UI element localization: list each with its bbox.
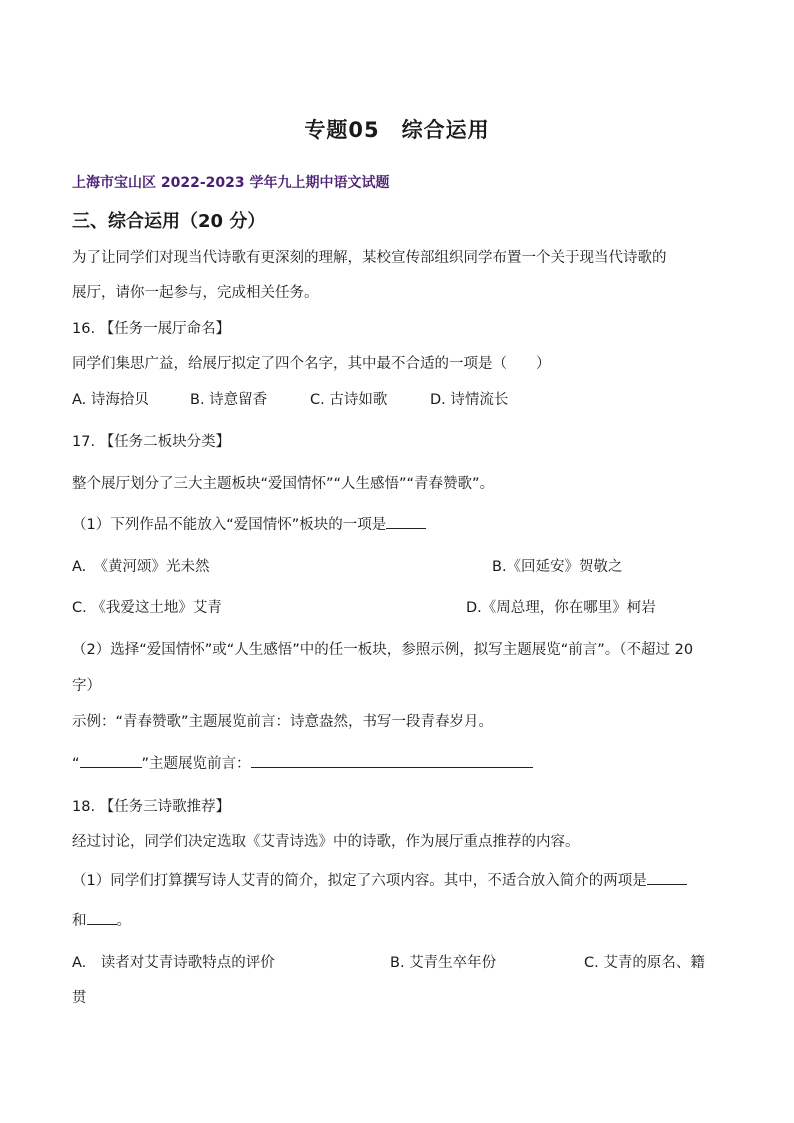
answer-blank[interactable] [386, 527, 426, 529]
q17-stem: 整个展厅划分了三大主题板块“爱国情怀”“人生感悟”“青春赞歌”。 [72, 476, 495, 492]
answer-open-quote: “ [72, 756, 80, 772]
q17-option-c: C. 《我爱这土地》艾青 [72, 600, 222, 616]
q16-heading: 16. 【任务一展厅命名】 [72, 321, 231, 337]
q17-option-a: A. 《黄河颂》光未然 [72, 559, 210, 575]
q17-example: 示例：“青春赞歌”主题展览前言：诗意盎然，书写一段青春岁月。 [72, 714, 494, 730]
q16-option-b: B. 诗意留香 [190, 392, 268, 408]
q16-option-c: C. 古诗如歌 [310, 392, 388, 408]
q18-option-c-cont: 贯 [72, 990, 87, 1006]
intro-line-2: 展厅，请你一起参与，完成相关任务。 [72, 285, 319, 301]
q17-option-d: D.《周总理，你在哪里》柯岩 [466, 600, 656, 616]
q17-answer-line [72, 752, 533, 773]
q17-sub1-text: （1）下列作品不能放入“爱国情怀”板块的一项是 [72, 517, 387, 533]
q18-sub1 [72, 869, 687, 890]
q18-sub1-cont [72, 909, 131, 930]
q18-sub1-text: （1）同学们打算撰写诗人艾青的简介，拟定了六项内容。其中，不适合放入简介的两项是 [72, 873, 647, 889]
q17-option-b: B.《回延安》贺敬之 [492, 559, 623, 575]
q18-stem: 经过讨论，同学们决定选取《艾青诗选》中的诗歌，作为展厅重点推荐的内容。 [72, 834, 580, 850]
answer-blank-2[interactable] [87, 923, 117, 925]
q18-option-c: C. 艾青的原名、籍 [584, 955, 705, 971]
page-title: 专题05 综合运用 [304, 118, 490, 142]
exam-source: 上海市宝山区 2022-2023 学年九上期中语文试题 [72, 175, 390, 191]
section-heading: 三、综合运用（20 分） [72, 211, 266, 232]
and-text: 和 [72, 913, 87, 929]
q17-sub2-line-1: （2）选择“爱国情怀”或“人生感悟”中的任一板块，参照示例，拟写主题展览“前言”。（不超过 20 [72, 642, 694, 658]
q17-sub1 [72, 513, 426, 534]
q16-stem: 同学们集思广益，给展厅拟定了四个名字，其中最不合适的一项是（ ） [72, 356, 551, 372]
q18-option-a: A. 读者对艾青诗歌特点的评价 [72, 955, 275, 971]
q16-option-d: D. 诗情流长 [430, 392, 509, 408]
q18-option-b: B. 艾青生卒年份 [390, 955, 497, 971]
q17-sub2-line-2: 字） [72, 678, 101, 694]
intro-line-1: 为了让同学们对现当代诗歌有更深刻的理解，某校宣传部组织同学布置一个关于现当代诗歌的 [72, 250, 667, 266]
period-text: 。 [116, 913, 131, 929]
answer-blank-1[interactable] [647, 883, 687, 885]
q16-option-a: A. 诗海拾贝 [72, 392, 149, 408]
q18-heading: 18. 【任务三诗歌推荐】 [72, 799, 231, 815]
q17-heading: 17. 【任务二板块分类】 [72, 434, 231, 450]
preface-blank[interactable] [251, 766, 533, 768]
theme-blank[interactable] [80, 766, 142, 768]
answer-label: ”主题展览前言： [141, 756, 251, 772]
